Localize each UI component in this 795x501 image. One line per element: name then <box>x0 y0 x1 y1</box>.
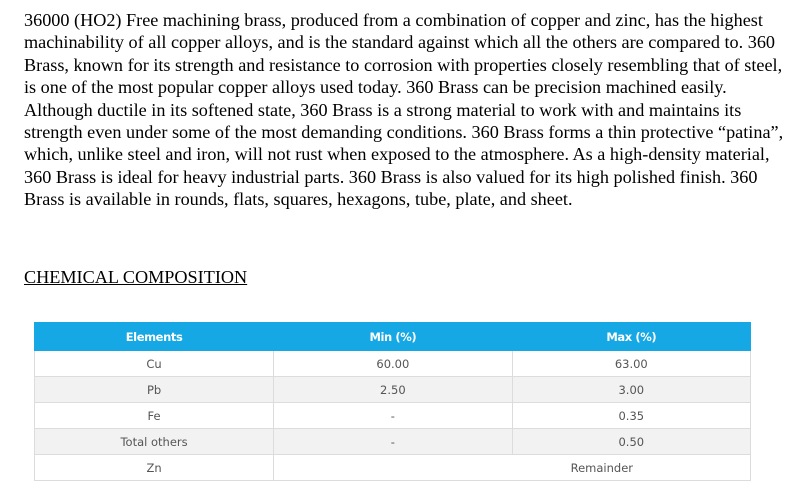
table-row <box>35 455 751 481</box>
cell-max: 0.50 <box>512 429 750 455</box>
cell-element: Total others <box>35 429 274 455</box>
cell-max: 3.00 <box>512 377 750 403</box>
table-header-row <box>35 323 751 351</box>
cell-element: Cu <box>35 351 274 377</box>
table-row <box>35 351 751 377</box>
cell-element: Pb <box>35 377 274 403</box>
cell-element: Fe <box>35 403 274 429</box>
cell-min: - <box>274 403 512 429</box>
description-paragraph: 36000 (HO2) Free machining brass, produced from a combination of copper and zinc, has the highest machinability of all copper alloys, and is the standard against which all the others are compared to. 360 Brass, known for its strength and resistance to corrosion with properties closely resembling that of steel, is one of the most popular copper alloys used today. 360 Brass can be precision machined easily. Although ductile in its softened state, 360 Brass is a strong material to work with and maintains its strength even under some of the most demanding conditions. 360 Brass forms a thin protective “patina”, which, unlike steel and iron, will not rust when exposed to the atmosphere. As a high-density material, 360 Brass is ideal for heavy industrial parts. 360 Brass is also valued for its high polished finish. 360 Brass is available in rounds, flats, squares, hexagons, tube, plate, and sheet. <box>24 10 784 210</box>
cell-min: 2.50 <box>274 377 512 403</box>
table-row <box>35 429 751 455</box>
header-max: Max (%) <box>512 323 750 351</box>
cell-element: Zn <box>35 455 274 481</box>
table-row <box>35 377 751 403</box>
composition-table <box>34 322 751 481</box>
cell-min: 60.00 <box>274 351 512 377</box>
chemical-composition-heading: CHEMICAL COMPOSITION <box>24 267 248 287</box>
cell-max: 0.35 <box>512 403 750 429</box>
table-row <box>35 403 751 429</box>
header-min: Min (%) <box>274 323 512 351</box>
header-elements: Elements <box>35 323 274 351</box>
cell-remainder: Remainder <box>274 455 751 481</box>
cell-max: 63.00 <box>512 351 750 377</box>
cell-min: - <box>274 429 512 455</box>
